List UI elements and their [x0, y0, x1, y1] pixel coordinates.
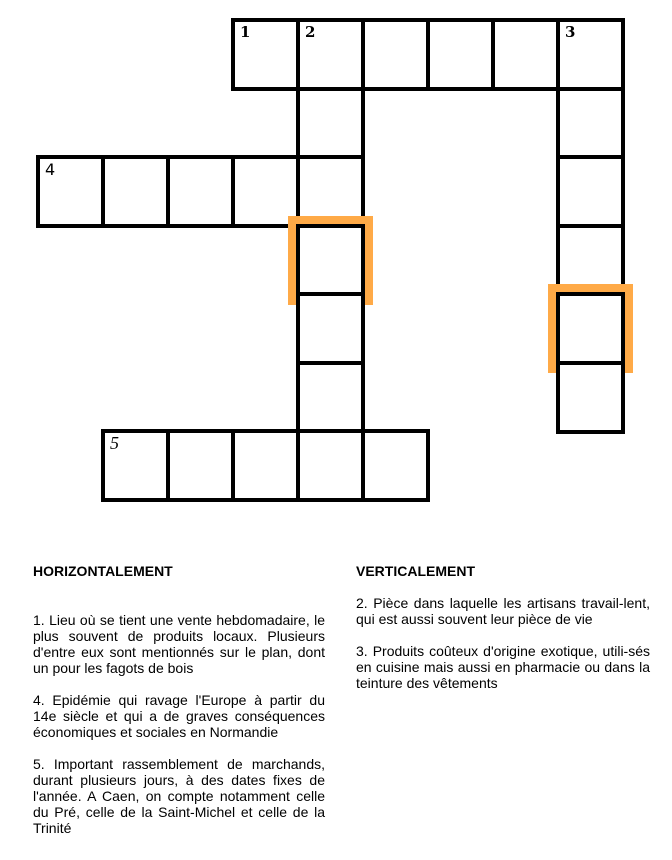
crossword-cell[interactable] — [556, 361, 625, 434]
crossword-cell[interactable] — [36, 155, 105, 228]
crossword-cell[interactable] — [101, 429, 170, 502]
clue-horizontal-4: 4. Epidémie qui ravage l'Europe à partir du 14e siècle et qui a de graves conséquences économiques et sociales en Normandie — [33, 692, 325, 740]
horizontal-clues-section — [33, 562, 325, 836]
crossword-cell[interactable] — [296, 155, 365, 228]
clue-horizontal-5: 5. Important rassemblement de marchands, durant plusieurs jours, à des dates fixes de l'année. A Caen, on compte notamment celle du Pré, celle de la Saint-Michel et celle de la Trinité — [33, 756, 325, 836]
horizontal-heading: HORIZONTALEMENT — [33, 563, 173, 579]
clue-number: 2 — [305, 23, 316, 41]
crossword-cell[interactable] — [166, 429, 235, 502]
crossword-cell[interactable] — [166, 155, 235, 228]
clue-horizontal-1: 1. Lieu où se tient une vente hebdomadaire, le plus souvent de produits locaux. Plusieurs d'entre eux sont mentionnés sur le plan, dont un pour les fagots de bois — [33, 612, 325, 676]
clue-number: 4 — [45, 160, 56, 179]
clue-vertical-3: 3. Produits coûteux d'origine exotique, utili-sés en cuisine mais aussi en pharmacie ou dans la teinture des vêtements — [356, 643, 650, 691]
clue-number: 3 — [565, 23, 576, 41]
crossword-cell[interactable] — [426, 18, 495, 91]
crossword-cell[interactable] — [556, 292, 625, 365]
crossword-cell[interactable] — [231, 18, 300, 91]
crossword-cell[interactable] — [296, 361, 365, 434]
crossword-cell[interactable] — [361, 429, 430, 502]
vertical-clues-section — [356, 562, 650, 691]
crossword-cell[interactable] — [556, 18, 625, 91]
crossword-cell[interactable] — [556, 87, 625, 160]
clue-number: 5 — [110, 433, 119, 453]
crossword-cell[interactable] — [556, 224, 625, 297]
clue-vertical-2: 2. Pièce dans laquelle les artisans travail-lent, qui est aussi souvent leur pièce de vie — [356, 595, 650, 627]
crossword-cell[interactable] — [296, 429, 365, 502]
crossword-cell[interactable] — [101, 155, 170, 228]
crossword-cell[interactable] — [491, 18, 560, 91]
crossword-cell[interactable] — [361, 18, 430, 91]
vertical-heading: VERTICALEMENT — [356, 563, 475, 579]
crossword-cell[interactable] — [296, 87, 365, 160]
clue-number: 1 — [240, 23, 251, 41]
crossword-cell[interactable] — [231, 429, 300, 502]
crossword-cell[interactable] — [556, 155, 625, 228]
crossword-cell[interactable] — [296, 224, 365, 297]
crossword-cell[interactable] — [296, 292, 365, 365]
crossword-cell[interactable] — [231, 155, 300, 228]
crossword-cell[interactable] — [296, 18, 365, 91]
